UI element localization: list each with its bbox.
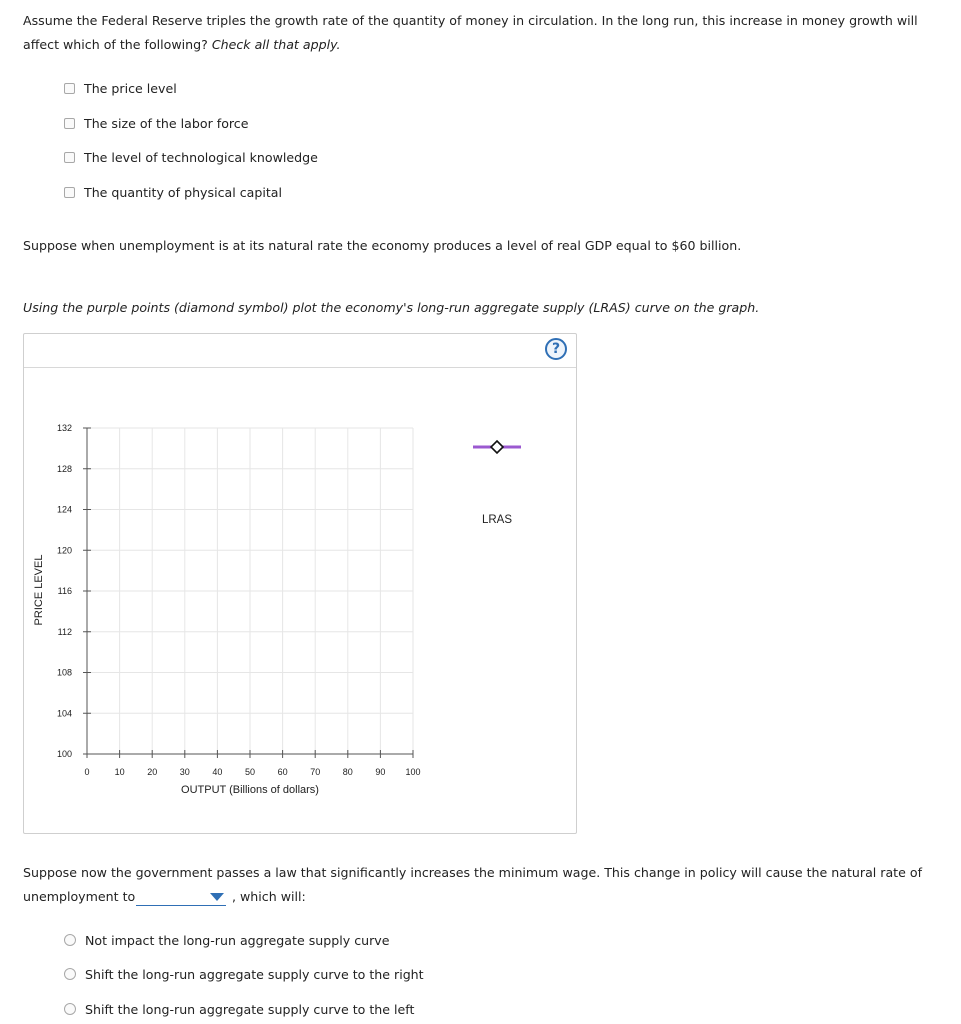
y-tick-label: 116 xyxy=(57,586,72,596)
y-tick-label: 120 xyxy=(56,545,72,556)
unemployment-dropdown[interactable] xyxy=(136,888,226,906)
lras-legend-tool[interactable] xyxy=(473,441,521,526)
tick-labels xyxy=(57,423,421,777)
checkbox-option-technology[interactable] xyxy=(64,147,318,167)
graph-instruction: Using the purple points (diamond symbol) plot the economy's long-run aggregate supply (LRAS) curve on the graph. xyxy=(23,300,760,315)
checkbox-label: The level of technological knowledge xyxy=(84,149,318,165)
x-tick-label: 0 xyxy=(84,767,90,777)
statement-text: Suppose when unemployment is at its natural rate the economy produces a level of real GDP equal to $60 billion. xyxy=(23,238,742,253)
x-axis-label: OUTPUT (Billions of dollars) xyxy=(181,784,319,796)
question-3-prompt: Suppose now the government passes a law that significantly increases the minimum wage. This change in policy will cause the natural rate of unemployment to xyxy=(23,865,923,904)
checkbox-label: The quantity of physical capital xyxy=(84,184,282,200)
x-tick-label: 20 xyxy=(147,767,158,777)
checkbox-label: The price level xyxy=(84,80,177,96)
radio-button[interactable] xyxy=(64,1003,76,1015)
radio-label: Shift the long-run aggregate supply curve to the left xyxy=(85,1001,415,1017)
checkbox[interactable] xyxy=(64,152,75,163)
question-1-instruction: Check all that apply. xyxy=(211,37,341,52)
lras-legend-label: LRAS xyxy=(481,514,513,526)
y-tick-label: 112 xyxy=(57,626,72,637)
radio-option-no-impact[interactable] xyxy=(64,930,389,950)
x-tick-label: 50 xyxy=(244,767,256,777)
y-tick-label: 104 xyxy=(56,708,72,719)
x-tick-label: 10 xyxy=(114,767,125,777)
checkbox[interactable] xyxy=(64,118,75,129)
checkbox-option-labor-force[interactable] xyxy=(64,113,248,133)
checkbox[interactable] xyxy=(64,83,75,94)
y-tick-label: 108 xyxy=(56,667,72,678)
graph-header xyxy=(24,334,576,368)
checkbox[interactable] xyxy=(64,187,75,198)
grid xyxy=(87,428,413,754)
chevron-down-icon[interactable] xyxy=(210,893,224,901)
question-1-prompt: Assume the Federal Reserve triples the growth rate of the quantity of money in circulation. In the long run, this increase in money growth will affect which of the following? xyxy=(23,13,918,52)
x-tick-label: 80 xyxy=(342,767,353,777)
question-3-suffix: , which will: xyxy=(232,889,306,904)
radio-option-shift-right[interactable] xyxy=(64,964,424,984)
radio-button[interactable] xyxy=(64,934,76,946)
help-icon[interactable]: ? xyxy=(545,338,567,360)
axes xyxy=(83,428,413,758)
graph-panel xyxy=(23,333,577,834)
y-tick-label: 132 xyxy=(56,423,72,433)
question-1-text xyxy=(23,9,953,57)
x-tick-label: 30 xyxy=(179,767,190,777)
radio-label: Shift the long-run aggregate supply curve to the right xyxy=(85,966,424,982)
x-tick-label: 90 xyxy=(375,767,386,777)
y-tick-label: 128 xyxy=(56,463,72,474)
y-tick-label: 124 xyxy=(56,504,72,515)
x-tick-label: 70 xyxy=(310,767,321,777)
checkbox-option-physical-capital[interactable] xyxy=(64,182,282,202)
y-tick-label: 100 xyxy=(56,749,72,759)
x-tick-label: 60 xyxy=(277,767,288,777)
checkbox-option-price-level[interactable] xyxy=(64,78,177,98)
radio-option-shift-left[interactable] xyxy=(64,999,414,1019)
lras-chart[interactable] xyxy=(24,367,576,833)
x-tick-label: 40 xyxy=(212,767,223,777)
y-axis-label: PRICE LEVEL xyxy=(33,554,45,626)
diamond-icon[interactable] xyxy=(491,441,503,453)
radio-button[interactable] xyxy=(64,968,76,980)
checkbox-label: The size of the labor force xyxy=(84,115,249,131)
x-tick-label: 100 xyxy=(405,767,421,777)
radio-label: Not impact the long-run aggregate supply curve xyxy=(85,932,390,948)
